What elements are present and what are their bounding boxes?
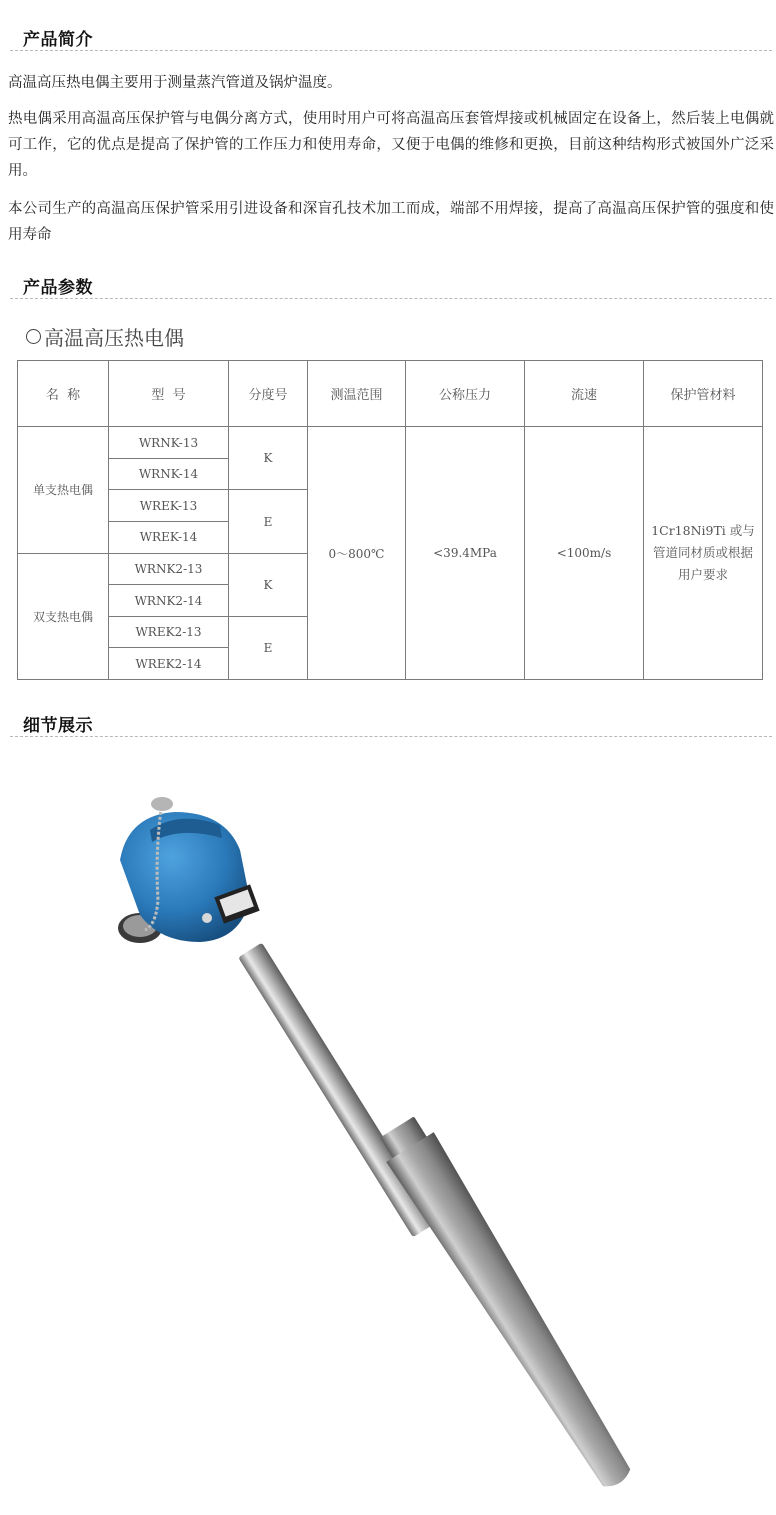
intro-paragraph-2: 热电偶采用高温高压保护管与电偶分离方式，使用时用户可将高温高压套管焊接或机械固定在设备上，然后装上电偶就可工作，它的优点是提高了保护管的工作压力和使用寿命，又便于电偶的维修和更换，目前这种结构形式被国外广泛采用。 xyxy=(8,111,774,179)
header-pressure: 公称压力 xyxy=(406,361,525,427)
grade-cell: K xyxy=(229,427,308,490)
range-cell: 0～800℃ xyxy=(308,427,406,680)
header-range: 测温范围 xyxy=(308,361,406,427)
header-flow: 流速 xyxy=(525,361,644,427)
model-cell: WREK-13 xyxy=(109,490,229,522)
header-model: 型 号 xyxy=(109,361,229,427)
pressure-cell: <39.4MPa xyxy=(406,427,525,680)
thermocouple-product-image xyxy=(100,790,700,1490)
table-title xyxy=(26,322,184,351)
material-cell: 1Cr18Ni9Ti 或与管道同材质或根据用户要求 xyxy=(644,427,763,680)
grade-cell: E xyxy=(229,616,308,679)
section-header-detail xyxy=(10,710,772,737)
flow-cell: <100m/s xyxy=(525,427,644,680)
section-title-detail: 细节展示 xyxy=(23,716,93,736)
intro-paragraph-3: 本公司生产的高温高压保护管采用引进设备和深盲孔技术加工而成，端部不用焊接，提高了高温高压保护管的强度和使用寿命 xyxy=(8,201,774,243)
section-header-params xyxy=(10,272,772,299)
model-cell: WRNK-14 xyxy=(109,458,229,490)
header-graduation: 分度号 xyxy=(229,361,308,427)
intro-paragraph-1: 高温高压热电偶主要用于测量蒸汽管道及锅炉温度。 xyxy=(8,75,342,91)
circle-icon xyxy=(26,329,41,344)
table-row xyxy=(18,427,763,459)
table-header-row xyxy=(18,361,763,427)
group-double: 双支热电偶 xyxy=(18,553,109,679)
model-cell: WRNK2-13 xyxy=(109,553,229,585)
grade-cell: E xyxy=(229,490,308,553)
section-title-params: 产品参数 xyxy=(23,278,93,298)
model-cell: WRNK-13 xyxy=(109,427,229,459)
grade-cell: K xyxy=(229,553,308,616)
table-title-text: 高温高压热电偶 xyxy=(44,326,184,350)
model-cell: WRNK2-14 xyxy=(109,585,229,617)
section-title-intro: 产品简介 xyxy=(23,30,93,50)
header-material: 保护管材料 xyxy=(644,361,763,427)
group-single: 单支热电偶 xyxy=(18,427,109,553)
spec-table xyxy=(17,360,763,680)
model-cell: WREK-14 xyxy=(109,522,229,554)
model-cell: WREK2-14 xyxy=(109,648,229,680)
header-name: 名 称 xyxy=(18,361,109,427)
section-header-intro xyxy=(10,24,772,51)
model-cell: WREK2-13 xyxy=(109,616,229,648)
